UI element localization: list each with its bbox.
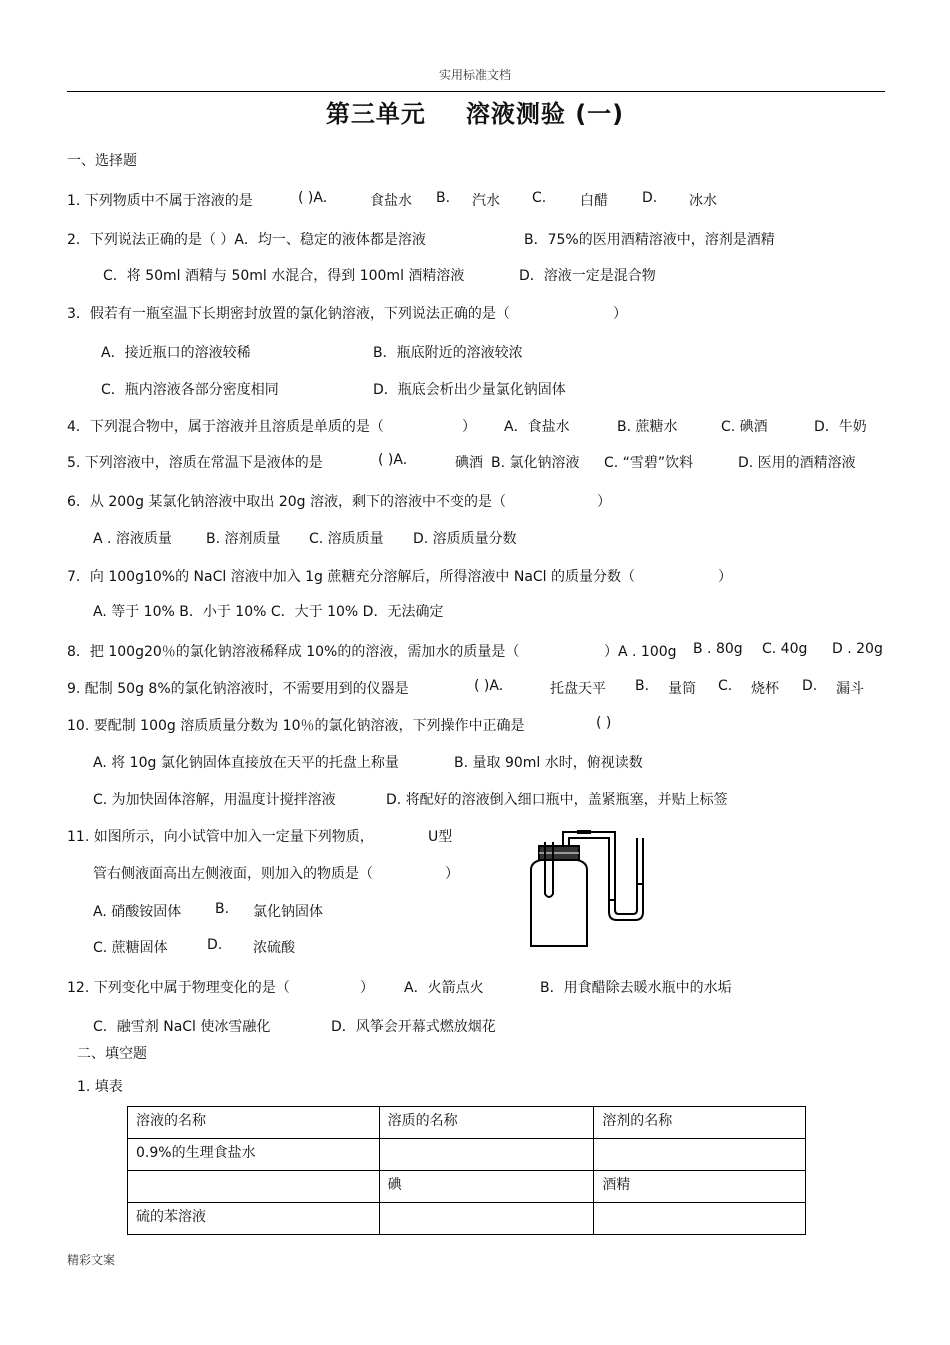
- q1-opt-a: 食盐水: [370, 193, 412, 209]
- q8-option-c: C. 40g: [762, 641, 808, 657]
- q1-label-b: B.: [436, 190, 451, 206]
- q9-paren: ( )A.: [474, 678, 504, 694]
- q12-option-b: B．用食醋除去暖水瓶中的水垢: [540, 980, 732, 996]
- table-cell: 硫的苯溶液: [128, 1203, 380, 1235]
- q1-label-d: D.: [642, 190, 658, 206]
- page-footer: 精彩文案: [67, 1253, 116, 1267]
- table-row: [128, 1139, 806, 1171]
- q6-close: ）: [597, 494, 611, 510]
- q1-stem: 1. 下列物质中不属于溶液的是: [67, 193, 253, 209]
- q4-option-c: C. 碘酒: [721, 419, 768, 435]
- table-cell: 酒精: [594, 1171, 806, 1203]
- fill-q1: 1. 填表: [77, 1079, 123, 1095]
- q12-option-d: D．风筝会开幕式燃放烟花: [331, 1019, 496, 1035]
- q5-option-c: C. “雪碧”饮料: [604, 455, 694, 471]
- q11-option-b: 氯化钠固体: [253, 904, 323, 920]
- q2-option-c: C．将 50ml 酒精与 50ml 水混合，得到 100ml 酒精溶液: [103, 268, 465, 284]
- q11-option-c: C. 蔗糖固体: [93, 940, 168, 956]
- table-row: [128, 1171, 806, 1203]
- q9-option-d: 漏斗: [836, 681, 864, 697]
- table-cell: 碘: [379, 1171, 594, 1203]
- q6-option-c: C. 溶质质量: [309, 531, 384, 547]
- q11-stem: 11. 如图所示，向小试管中加入一定量下列物质，: [67, 829, 374, 845]
- q1-opt-c: 白醋: [580, 193, 608, 209]
- section-fill: 二、填空题: [77, 1046, 147, 1062]
- q12-stem: 12. 下列变化中属于物理变化的是（: [67, 980, 290, 996]
- u-tube-apparatus-figure: [523, 828, 653, 950]
- page-title: [0, 94, 950, 129]
- q3-option-b: B．瓶底附近的溶液较浓: [373, 345, 523, 361]
- title-unit: 第三单元: [325, 100, 426, 128]
- q8-option-b: B . 80g: [693, 641, 743, 657]
- q3-close: ）: [613, 306, 627, 322]
- q4-close: ）: [462, 419, 476, 435]
- table-header-cell: 溶液的名称: [128, 1107, 380, 1139]
- table-cell: [379, 1139, 594, 1171]
- q11-u-type: U型: [428, 829, 453, 845]
- q1-opt-d: 冰水: [689, 193, 717, 209]
- table-header-cell: 溶质的名称: [379, 1107, 594, 1139]
- q11-line2: 管右侧液面高出左侧液面，则加入的物质是（: [93, 866, 373, 882]
- q4-option-a: A．食盐水: [504, 419, 570, 435]
- q6-option-b: B. 溶剂质量: [206, 531, 281, 547]
- q9-stem: 9. 配制 50g 8%的氯化钠溶液时，不需要用到的仪器是: [67, 681, 409, 697]
- q12-option-a: A．火箭点火: [404, 980, 484, 996]
- q11-label-b: B.: [215, 901, 230, 917]
- q6-stem: 6．从 200g 某氯化钠溶液中取出 20g 溶液，剩下的溶液中不变的是（: [67, 494, 507, 510]
- q10-option-d: D. 将配好的溶液倒入细口瓶中，盖紧瓶塞，并贴上标签: [386, 792, 728, 808]
- q11-option-d: 浓硫酸: [253, 940, 295, 956]
- q2-option-d: D．溶液一定是混合物: [519, 268, 656, 284]
- q3-option-a: A．接近瓶口的溶液较稀: [101, 345, 251, 361]
- title-name: 溶液测验 (一): [465, 100, 625, 128]
- q11-label-d: D.: [207, 937, 223, 953]
- table-cell: [379, 1203, 594, 1235]
- delivery-tube: [563, 832, 615, 898]
- q11-option-a: A. 硝酸铵固体: [93, 904, 182, 920]
- section-choice: 一、选择题: [67, 153, 137, 169]
- q9-option-c: 烧杯: [751, 681, 779, 697]
- q11-close: ）: [445, 866, 459, 882]
- table-header-row: [128, 1107, 806, 1139]
- q1-label-c: C.: [532, 190, 547, 206]
- q10-option-a: A. 将 10g 氯化钠固体直接放在天平的托盘上称量: [93, 755, 399, 771]
- q9-option-a: 托盘天平: [550, 681, 606, 697]
- solution-table: [127, 1106, 806, 1235]
- q2-line1: 2．下列说法正确的是（ ）A．均一、稳定的液体都是溶液: [67, 232, 426, 248]
- q7-options: A. 等于 10% B．小于 10% C．大于 10% D．无法确定: [93, 604, 444, 620]
- q10-paren: ( ): [596, 715, 612, 731]
- q5-option-b: B. 氯化钠溶液: [491, 455, 580, 471]
- q3-option-d: D．瓶底会析出少量氯化钠固体: [373, 382, 566, 398]
- q5-option-a: 碘酒: [455, 455, 483, 471]
- q4-option-b: B. 蔗糖水: [617, 419, 678, 435]
- apparatus-drawing: [523, 828, 653, 950]
- q7-close: ）: [718, 569, 732, 585]
- q9-label-c: C.: [718, 678, 733, 694]
- q10-option-c: C. 为加快固体溶解，用温度计搅拌溶液: [93, 792, 336, 808]
- q8-stem: 8．把 100g20％的氯化钠溶液稀释成 10%的的溶液，需加水的质量是（: [67, 644, 520, 660]
- table-row: [128, 1203, 806, 1235]
- q12-option-c: C．融雪剂 NaCl 使冰雪融化: [93, 1019, 271, 1035]
- q3-stem: 3．假若有一瓶室温下长期密封放置的氯化钠溶液，下列说法正确的是（: [67, 306, 510, 322]
- q12-close: ）: [360, 980, 374, 996]
- q9-option-b: 量筒: [668, 681, 696, 697]
- q10-option-b: B. 量取 90ml 水时，俯视读数: [454, 755, 643, 771]
- bottle-body: [531, 860, 587, 946]
- q10-stem: 10. 要配制 100g 溶质质量分数为 10％的氯化钠溶液，下列操作中正确是: [67, 718, 525, 734]
- q4-stem: 4．下列混合物中，属于溶液并且溶质是单质的是（: [67, 419, 384, 435]
- q1-opt-b: 汽水: [472, 193, 500, 209]
- q5-stem: 5. 下列溶液中，溶质在常温下是液体的是: [67, 455, 323, 471]
- q2-option-b: B．75%的医用酒精溶液中，溶剂是酒精: [524, 232, 775, 248]
- table-cell: [128, 1171, 380, 1203]
- q1-paren: ( )A.: [298, 190, 328, 206]
- table-header-cell: 溶剂的名称: [594, 1107, 806, 1139]
- header-rule: [67, 91, 885, 92]
- q4-option-d: D．牛奶: [814, 419, 867, 435]
- table-cell: [594, 1203, 806, 1235]
- q6-option-d: D. 溶质质量分数: [413, 531, 517, 547]
- u-tube-inner: [615, 838, 637, 914]
- table-cell: [594, 1139, 806, 1171]
- table-cell: 0.9%的生理食盐水: [128, 1139, 380, 1171]
- q5-option-d: D. 医用的酒精溶液: [738, 455, 856, 471]
- q5-paren: ( )A.: [378, 452, 408, 468]
- q9-label-d: D.: [802, 678, 818, 694]
- q7-stem: 7．向 100g10%的 NaCl 溶液中加入 1g 蔗糖充分溶解后，所得溶液中 NaCl 的质量分数（: [67, 569, 636, 585]
- q8-option-a: ）A . 100g: [604, 644, 677, 660]
- q6-option-a: A . 溶液质量: [93, 531, 172, 547]
- q3-option-c: C．瓶内溶液各部分密度相同: [101, 382, 279, 398]
- q9-label-b: B.: [635, 678, 650, 694]
- page-header: 实用标准文档: [438, 68, 511, 82]
- q8-option-d: D . 20g: [832, 641, 883, 657]
